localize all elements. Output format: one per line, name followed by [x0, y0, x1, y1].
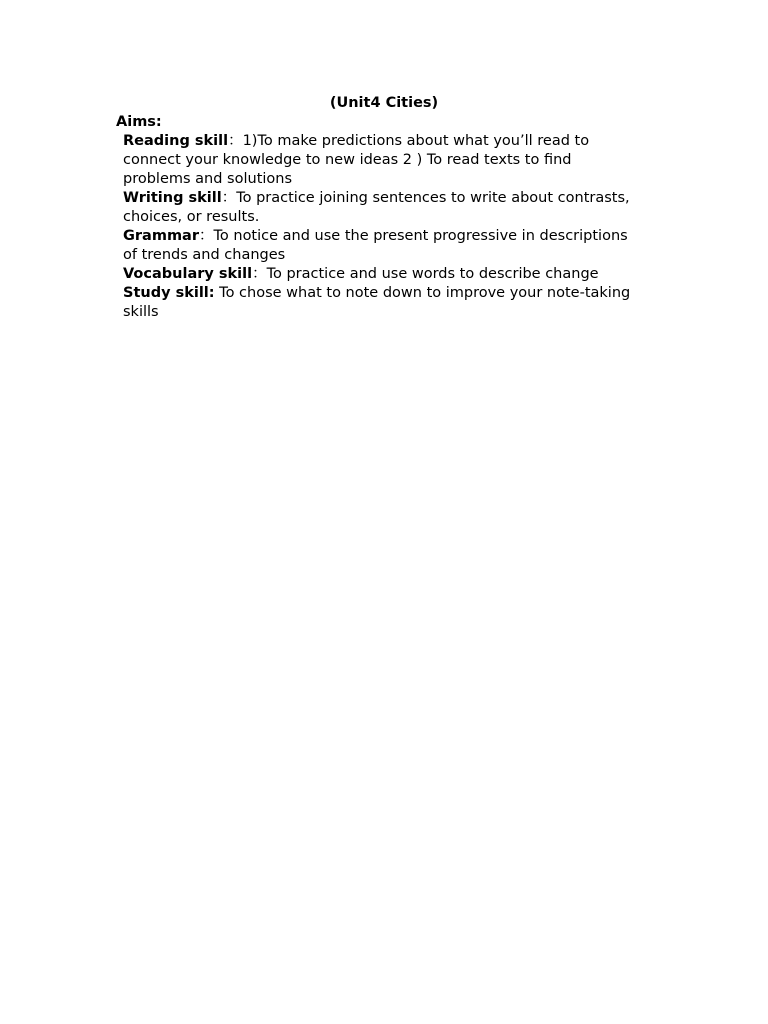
document-body [116, 94, 652, 322]
aim-label: Writing skill [123, 190, 222, 206]
aim-label: Study skill: [123, 285, 215, 301]
aim-grammar [123, 227, 635, 265]
aims-heading: Aims: [116, 114, 162, 130]
aim-label: Vocabulary skill [123, 266, 253, 282]
aim-study-skill [123, 284, 635, 322]
aim-separator: ： [199, 228, 214, 244]
aim-reading-skill [123, 132, 635, 189]
aim-separator: ： [252, 266, 267, 282]
aim-writing-skill [123, 189, 635, 227]
aim-text: To practice joining sentences to write about contrasts, choices, or results. [123, 190, 630, 225]
document-title: (Unit4 Cities) [329, 95, 439, 111]
aim-text: 1)To make predictions about what you’ll read to connect your knowledge to new ideas 2 ) To read texts to find problems and solutions [123, 133, 590, 187]
aim-vocabulary-skill [123, 265, 635, 284]
aim-text: To practice and use words to describe change [266, 266, 599, 282]
aim-text: To notice and use the present progressive in descriptions of trends and changes [123, 228, 628, 263]
aim-separator: ： [221, 190, 237, 206]
aim-label: Grammar [123, 228, 199, 244]
aim-separator: ： [228, 133, 243, 149]
aim-label: Reading skill [123, 133, 229, 149]
aim-text: To chose what to note down to improve your note-taking skills [123, 285, 631, 320]
